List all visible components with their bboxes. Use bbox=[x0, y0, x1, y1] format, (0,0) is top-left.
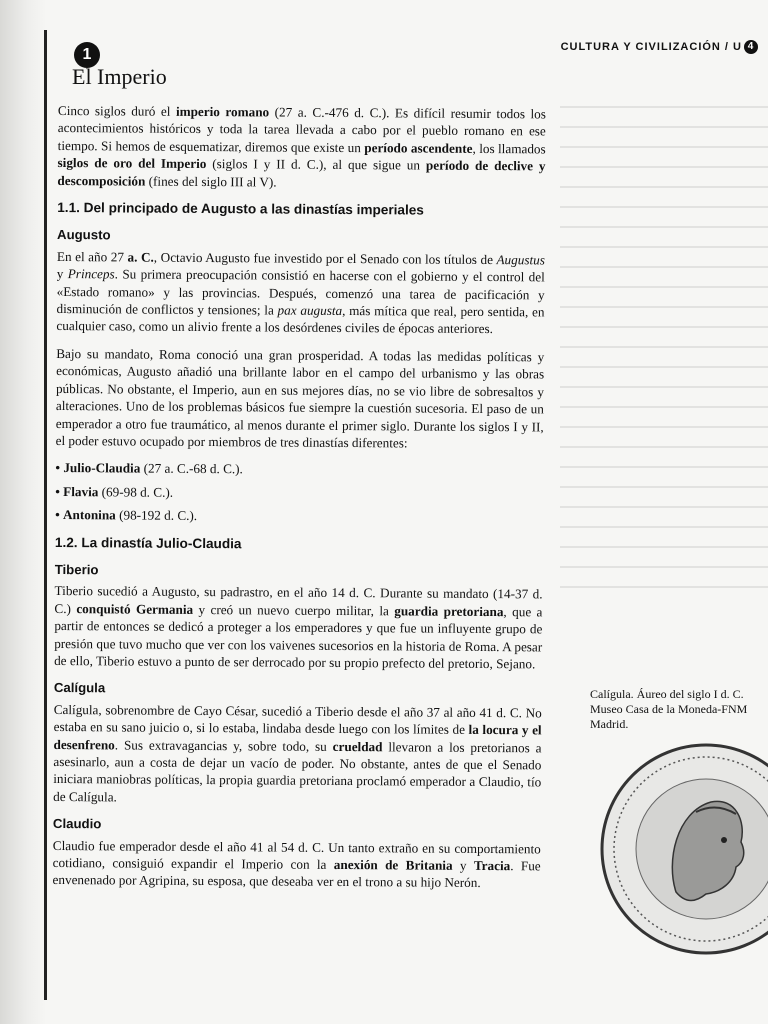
bleed-through-text bbox=[560, 95, 768, 595]
caligula-coin-image bbox=[596, 742, 768, 956]
section-heading-1-1: 1.1. Del principado de Augusto a las dinastías imperiales bbox=[57, 200, 424, 218]
augusto-paragraph-2: Bajo su mandato, Roma conoció una gran prosperidad. A todas las medidas políticas y económicas, Augusto añadió una brillante labor en el campo del urbanismo y las obras públicas. No obstante, el Imperio, aun en sus mejores días, no se vio libre de sobresaltos y alteraciones. Uno de los problemas básicos fue siempre la cuestión sucesoria. El paso de un emperador a otro fue traumático, al menos durante el primer siglo. Durante los siglos I y II, el poder estuvo ocupado por miembros de tres dinastías diferentes: bbox=[55, 345, 545, 451]
claudio-paragraph: Claudio fue emperador desde el año 41 al 54 d. C. Un tanto extraño en su comportamiento cotidiano, consiguió expandir el Imperio con la anexión de Britania y Tracia. Fue envenenado por Agripina, su esposa, que deseaba ver en el trono a su hijo Nerón. bbox=[52, 837, 541, 891]
subheading-claudio: Claudio bbox=[52, 816, 102, 832]
running-header bbox=[561, 40, 758, 54]
intro-paragraph: Cinco siglos duró el imperio romano (27 a. C.-476 d. C.). Es difícil resumir todos los acontecimientos históricos y toda la tarea llevada a cabo por el pueblo romano en ese tiempo. Si hemos de esquematizar, diremos que existe un período ascendente, los llamados siglos de oro del Imperio (siglos I y II d. C.), al que sigue un período de declive y descomposición (fines del siglo III al V). bbox=[57, 102, 546, 190]
main-text bbox=[52, 102, 546, 902]
tiberio-paragraph: Tiberio sucedió a Augusto, su padrastro, en el año 14 d. C. Durante su mandato (14-37 d. C.) conquistó Germania y creó un nuevo cuerpo militar, la guardia pretoriana, que a partir de entonces se dedicó a proteger a los emperadores y que fue un influyente grupo de presión que tuvo mucho que ver con los vaivenes sucesorios en la historia de Roma. A pesar de ello, Tiberio estuvo a punto de ser derrocado por su propio prefecto del pretorio, Sejano. bbox=[54, 583, 543, 672]
subheading-caligula: Calígula bbox=[53, 680, 106, 696]
subheading-tiberio: Tiberio bbox=[54, 561, 99, 578]
dynasty-list bbox=[55, 459, 543, 527]
page-title: El Imperio bbox=[72, 64, 167, 89]
running-head-text: CULTURA Y CIVILIZACIÓN / U bbox=[560, 41, 742, 53]
list-item: • Julio-Claudia (27 a. C.-68 d. C.). bbox=[55, 459, 543, 480]
section-heading-1-2: 1.2. La dinastía Julio-Claudia bbox=[54, 534, 242, 551]
augusto-paragraph-1: En el año 27 a. C., Octavio Augusto fue investido por el Senado con los títulos de Augustus y Princeps. Su primera preocupación consistió en hacerse con el gobierno y el control del «Estado romano» y las provincias. Después, comenzó una tarea de pacificación y disminución de conflictos y tensiones; la pax augusta, más mítica que real, pero sentida, en cualquier caso, como un alivio frente a los desórdenes civiles de épocas anteriores. bbox=[56, 248, 545, 337]
book-spine-shadow bbox=[44, 30, 47, 1000]
unit-number-badge: 4 bbox=[744, 40, 758, 54]
page-edge bbox=[0, 0, 46, 1024]
section-number-badge: 1 bbox=[74, 42, 100, 68]
image-caption: Calígula. Áureo del siglo I d. C. Museo Casa de la Moneda-FNM Madrid. bbox=[590, 687, 748, 731]
list-item: • Antonina (98-192 d. C.). bbox=[55, 506, 543, 527]
list-item: • Flavia (69-98 d. C.). bbox=[55, 483, 543, 504]
caligula-paragraph: Calígula, sobrenombre de Cayo César, sucedió a Tiberio desde el año 37 al año 41 d. C. No estaba en su sano juicio o, si lo estaba, lindaba desde luego con los límites de la locura y el desenfreno. Sus extravagancias y, sobre todo, su crueldad llevaron a los pretorianos a asesinarlo, aun a costa de dejar un vacío de poder. No obstante, antes de que el Senado iniciara maniobras políticas, la propia guardia pretoriana proclamó emperador a Claudio, tío de Calígula. bbox=[53, 701, 542, 805]
subheading-augusto: Augusto bbox=[57, 227, 111, 243]
